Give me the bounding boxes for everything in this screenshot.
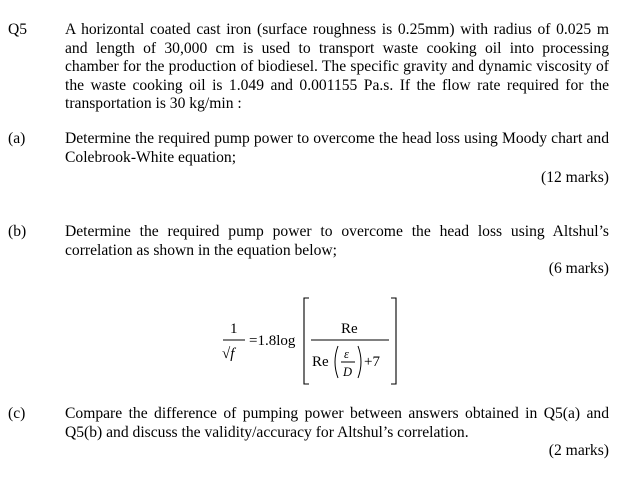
eq-equals-log: =1.8log — [249, 333, 296, 349]
part-c-marks: (2 marks) — [548, 442, 609, 459]
eq-d: D — [343, 365, 353, 379]
part-b-marks: (6 marks) — [548, 260, 609, 277]
eq-lhs-numerator: 1 — [230, 321, 238, 337]
eq-re-numerator: Re — [341, 321, 358, 337]
eq-re-denominator: Re — [312, 354, 329, 370]
part-a-label: (a) — [8, 130, 26, 147]
question-text: A horizontal coated cast iron (surface roughness is 0.25mm) with radius of 0.025 m and length of 30,000 cm is used to transport waste cooking oil into processing chamber for the production of biodiesel. The specific gravity and dynamic viscosity of the waste cooking oil is 1.049 and 0.001155 Pa.s. If the flow rate required for the transportation is 30 kg/min : — [65, 21, 609, 113]
question-number: Q5 — [8, 21, 28, 38]
part-a-text: Determine the required pump power to overcome the head loss using Moody chart and Colebrook-White equation; — [65, 130, 609, 166]
part-a-marks: (12 marks) — [541, 169, 609, 186]
part-b-text: Determine the required pump power to overcome the head loss using Altshul’s correlation as shown in the equation below; — [65, 223, 609, 259]
eq-right-paren — [358, 346, 361, 378]
part-c-label: (c) — [8, 405, 26, 422]
eq-lhs-denominator: √f — [222, 346, 235, 362]
part-c-text: Compare the difference of pumping power between answers obtained in Q5(a) and Q5(b) and discuss the validity/accuracy for Altshul’s correlation. — [65, 405, 609, 441]
eq-plus-seven: +7 — [364, 354, 380, 370]
part-b-label: (b) — [8, 223, 27, 240]
eq-left-paren — [335, 346, 338, 378]
eq-left-bracket — [304, 298, 309, 384]
eq-epsilon: ε — [344, 347, 349, 361]
eq-right-bracket — [391, 298, 396, 384]
